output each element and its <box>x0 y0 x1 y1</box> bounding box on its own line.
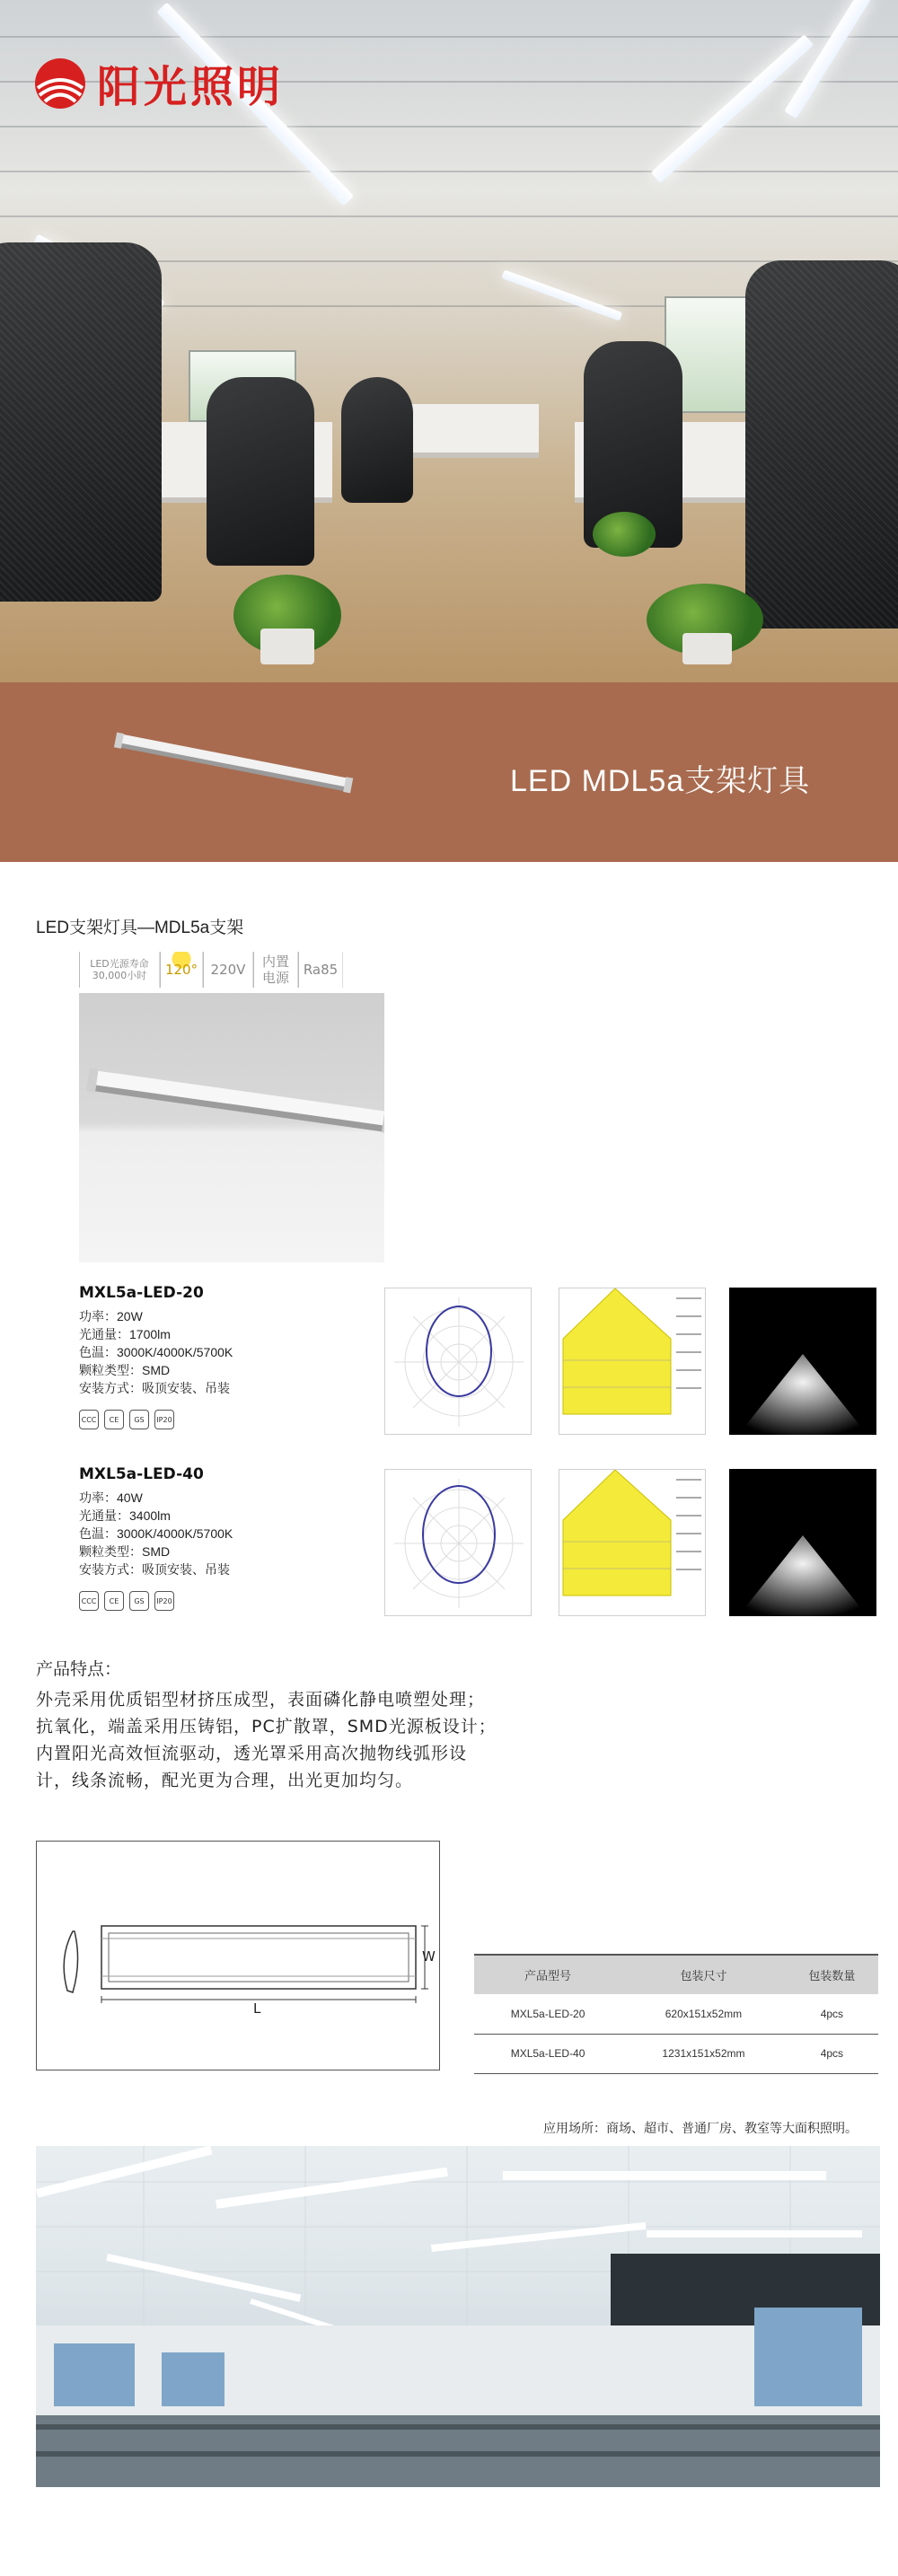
illuminance-diagram <box>559 1288 706 1435</box>
sun-logo-icon <box>32 56 88 111</box>
feature-line: 内置阳光高效恒流驱动，透光罩采用高次抛物线弧形设 <box>36 1744 468 1763</box>
lifetime-icon: LED光源寿命 30,000小时 <box>79 952 160 988</box>
table-row <box>474 2034 878 2073</box>
table-header-row <box>474 1955 878 1994</box>
ce-cert-icon: CE <box>104 1591 124 1611</box>
applications-text: 应用场所：商场、超市、普通厂房、教室等大面积照明。 <box>543 2121 858 2135</box>
spec-line: 安装方式：吸顶安装、吊装 <box>79 1562 230 1577</box>
fixture-image <box>79 993 384 1262</box>
model-specs-40 <box>79 1489 233 1578</box>
cell-qty: 4pcs <box>786 2034 878 2073</box>
beam-angle-icon: 120° <box>160 952 203 988</box>
spec-line: 安装方式：吸顶安装、吊装 <box>79 1381 230 1395</box>
gs-cert-icon: GS <box>129 1410 149 1429</box>
dimension-diagram <box>36 1841 440 2070</box>
model-name-20: MXL5a-LED-20 <box>79 1284 204 1302</box>
product-photo <box>79 993 384 1262</box>
spec-line: 颗粒类型：SMD <box>79 1363 171 1377</box>
ccc-cert-icon: CCC <box>79 1410 99 1429</box>
application-office-photo <box>36 2146 880 2487</box>
ip-rating-icon: IP20 <box>154 1410 174 1429</box>
feature-line: 抗氧化，端盖采用压铸铝，PC扩散罩，SMD光源板设计； <box>36 1717 497 1736</box>
feature-line: 外壳采用优质铝型材挤压成型，表面磷化静电喷塑处理； <box>36 1690 486 1710</box>
cell-model: MXL5a-LED-40 <box>474 2034 621 2073</box>
length-label: L <box>253 2000 261 2017</box>
voltage-icon: 220V <box>203 952 253 988</box>
spec-line: 色温：3000K/4000K/5700K <box>79 1526 233 1541</box>
cert-row-20 <box>79 1410 174 1429</box>
gs-cert-icon: GS <box>129 1591 149 1611</box>
header-size: 包装尺寸 <box>621 1955 786 1994</box>
spec-line: 光通量：3400lm <box>79 1508 171 1523</box>
cell-model: MXL5a-LED-20 <box>474 1994 621 2034</box>
cell-qty: 4pcs <box>786 1994 878 2034</box>
spec-line: 功率：40W <box>79 1490 143 1505</box>
spec-icon-row <box>79 952 343 988</box>
banner-title: LED MDL5a支架灯具 <box>510 764 811 798</box>
brand-logo <box>32 52 284 114</box>
ce-cert-icon: CE <box>104 1410 124 1429</box>
cell-size: 1231x151x52mm <box>621 2034 786 2073</box>
cert-row-40 <box>79 1591 174 1611</box>
fixture-thumbnail <box>108 727 359 799</box>
spec-line: 色温：3000K/4000K/5700K <box>79 1345 233 1359</box>
header-qty: 包装数量 <box>786 1955 878 1994</box>
beam-effect-image <box>729 1288 876 1435</box>
spec-line: 功率：20W <box>79 1309 143 1323</box>
polar-distribution-diagram <box>384 1469 532 1616</box>
cri-icon: Ra85 <box>298 952 343 988</box>
table-row <box>474 1994 878 2034</box>
polar-distribution-diagram <box>384 1288 532 1435</box>
beam-effect-image <box>729 1469 876 1616</box>
feature-line: 计，线条流畅，配光更为合理，出光更加均匀。 <box>36 1771 414 1790</box>
package-table <box>474 1954 878 2074</box>
ccc-cert-icon: CCC <box>79 1591 99 1611</box>
brand-name: 阳光照明 <box>97 62 285 112</box>
cell-size: 620x151x52mm <box>621 1994 786 2034</box>
driver-icon: 内置电源 <box>253 952 298 988</box>
spec-line: 光通量：1700lm <box>79 1327 171 1341</box>
header-model: 产品型号 <box>474 1955 621 1994</box>
features-title: 产品特点： <box>36 1659 122 1679</box>
model-name-40: MXL5a-LED-40 <box>79 1465 204 1483</box>
section-subtitle: LED支架灯具—MDL5a支架 <box>36 919 244 937</box>
illuminance-diagram <box>559 1469 706 1616</box>
model-specs-20 <box>79 1307 233 1397</box>
width-label: W <box>422 1948 436 1965</box>
spec-line: 颗粒类型：SMD <box>79 1544 171 1559</box>
ip-rating-icon: IP20 <box>154 1591 174 1611</box>
